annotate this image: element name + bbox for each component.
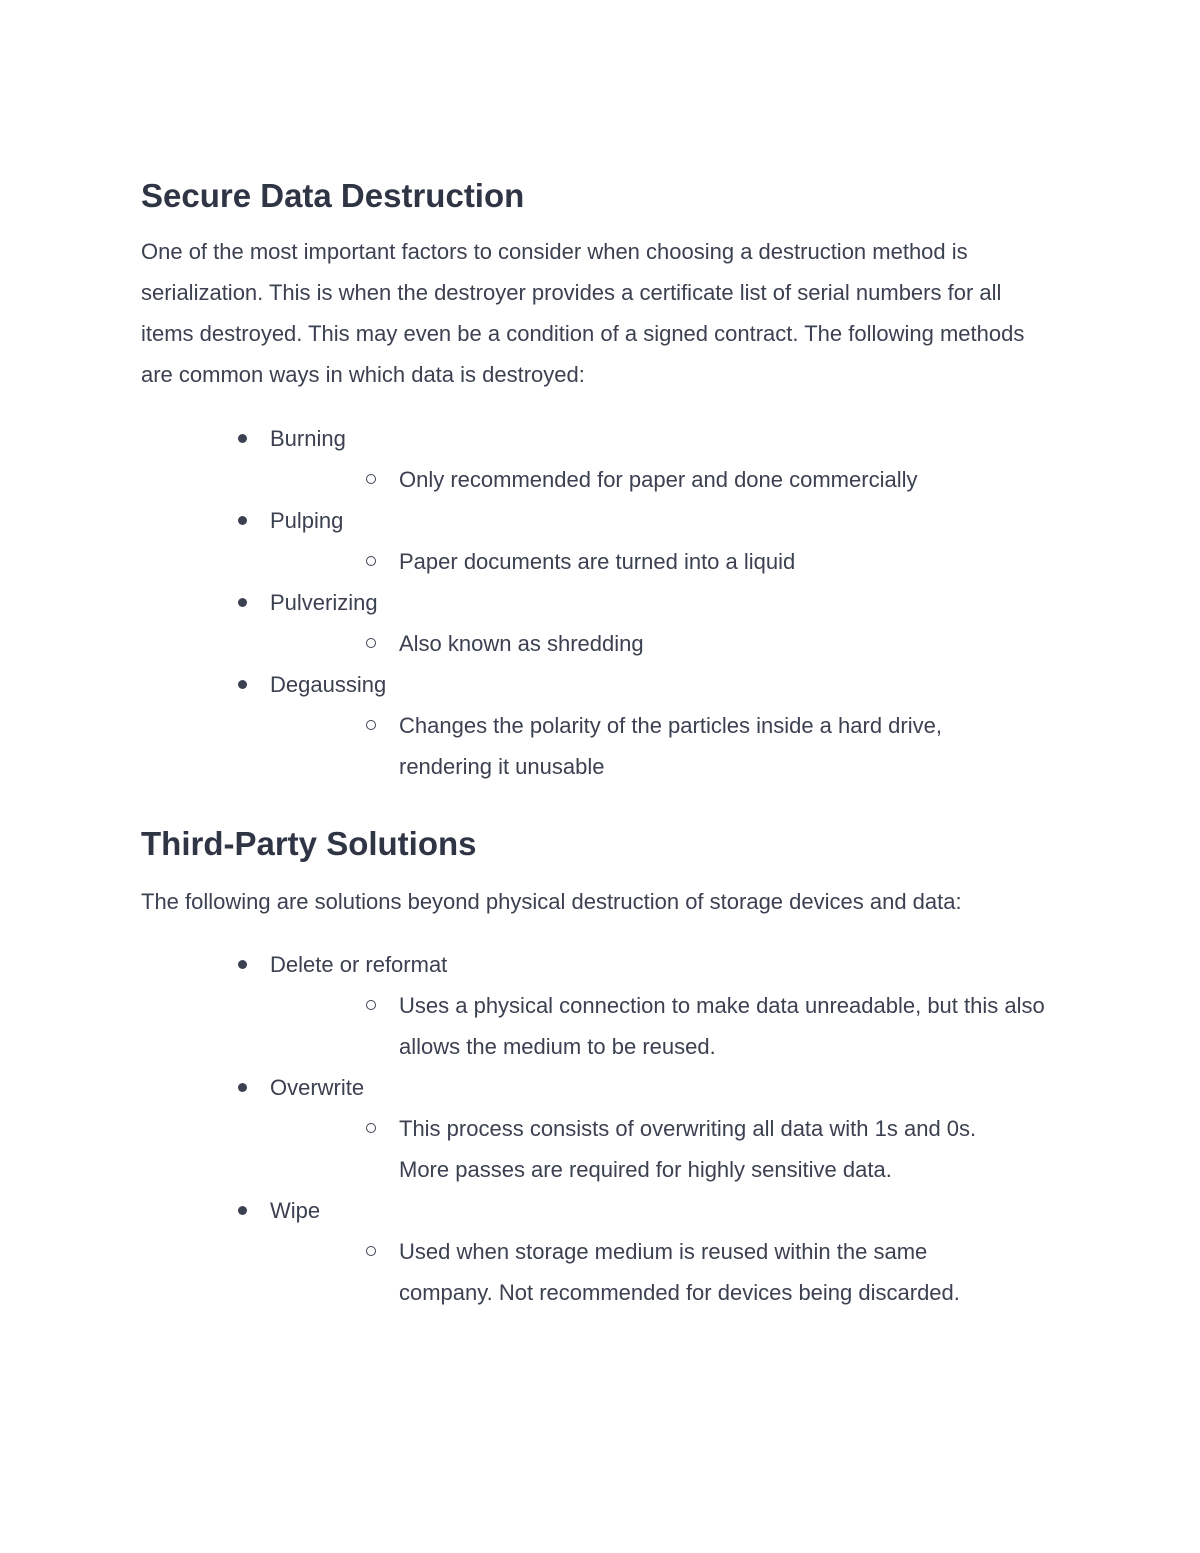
list-item-label: Overwrite [270,1075,365,1100]
filled-bullet-icon [238,434,247,443]
filled-bullet-icon [238,960,247,969]
list-item [141,944,1061,1067]
destruction-methods-list [141,418,1061,787]
hollow-bullet-icon [366,474,376,484]
list-item-label: Burning [270,426,346,451]
sub-list-item-text: Paper documents are turned into a liquid [399,549,796,574]
section-intro-paragraph: The following are solutions beyond physical destruction of storage devices and data: [141,889,962,914]
list-item [141,664,1061,787]
sub-list [270,623,1061,664]
sub-list-item [270,459,1059,500]
sub-list-item [270,705,999,787]
filled-bullet-icon [238,516,247,525]
sub-list [270,1108,1061,1190]
sub-list [270,705,1061,787]
filled-bullet-icon [238,680,247,689]
list-item-label: Degaussing [270,672,387,697]
list-item-label: Pulverizing [270,590,378,615]
sub-list-item-text: Uses a physical connection to make data unreadable, but this also allows the medium to be reused. [399,993,1045,1059]
hollow-bullet-icon [366,1123,376,1133]
sub-list-item [270,1231,1009,1313]
list-item [141,1067,1061,1190]
sub-list-item-text: Used when storage medium is reused within the same company. Not recommended for devices being discarded. [399,1239,960,1305]
list-item [141,500,1061,582]
section-heading-third-party-solutions: Third-Party Solutions [141,825,477,862]
sub-list-item-text: Changes the polarity of the particles inside a hard drive, rendering it unusable [399,713,942,779]
sub-list-item [270,541,1059,582]
sub-list-item-text: This process consists of overwriting all data with 1s and 0s. More passes are required for highly sensitive data. [399,1116,977,1182]
list-item-label: Delete or reformat [270,952,448,977]
list-item-label: Pulping [270,508,344,533]
sub-list-item [270,623,1059,664]
sub-list-item [270,985,1059,1067]
list-item [141,582,1061,664]
sub-list [270,459,1061,500]
list-item [141,1190,1061,1313]
filled-bullet-icon [238,598,247,607]
third-party-solutions-list [141,944,1061,1313]
filled-bullet-icon [238,1206,247,1215]
filled-bullet-icon [238,1083,247,1092]
sub-list-item [270,1108,1024,1190]
sub-list-item-text: Also known as shredding [399,631,644,656]
hollow-bullet-icon [366,556,376,566]
sub-list [270,541,1061,582]
section-heading-secure-data-destruction: Secure Data Destruction [141,177,525,214]
list-item-label: Wipe [270,1198,321,1223]
section-intro-paragraph: One of the most important factors to consider when choosing a destruction method is serialization. This is when the destroyer provides a certificate list of serial numbers for all items destroyed. This may even be a condition of a signed contract. The following methods are common ways in which data is destroyed: [141,239,1025,387]
hollow-bullet-icon [366,720,376,730]
sub-list [270,985,1061,1067]
hollow-bullet-icon [366,1246,376,1256]
hollow-bullet-icon [366,1000,376,1010]
sub-list [270,1231,1061,1313]
list-item [141,418,1061,500]
sub-list-item-text: Only recommended for paper and done commercially [399,467,918,492]
hollow-bullet-icon [366,638,376,648]
